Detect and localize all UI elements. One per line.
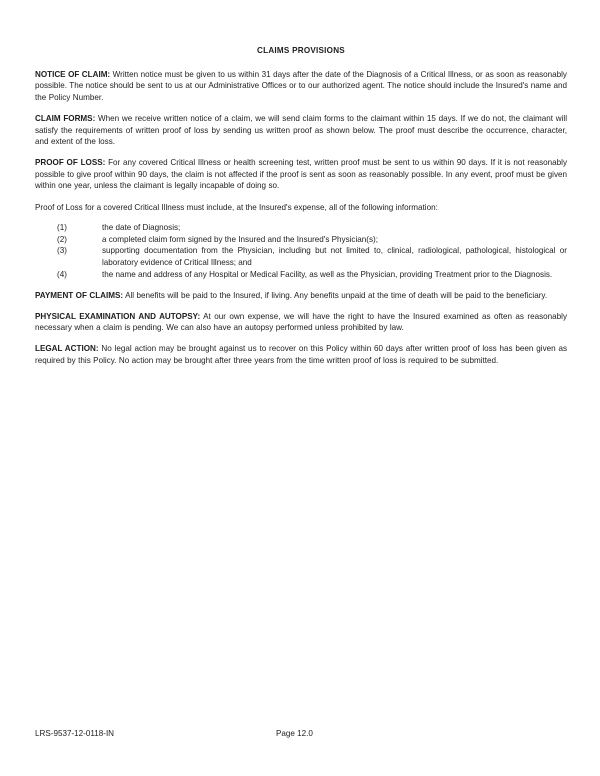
section-heading-proof-of-loss: PROOF OF LOSS: <box>35 158 106 168</box>
section-proof-of-loss <box>35 157 567 192</box>
section-heading-legal-action: LEGAL ACTION: <box>35 344 99 354</box>
list-item-text: the name and address of any Hospital or Medical Facility, as well as the Physician, providing Treatment prior to the Diagnosis. <box>102 269 553 279</box>
list-intro-text: Proof of Loss for a covered Critical Illness must include, at the Insured's expense, all of the following information: <box>35 202 438 212</box>
list-item-marker: (3) <box>57 246 67 256</box>
section-claim-forms <box>35 113 567 148</box>
list-item-text: supporting documentation from the Physician, including but not limited to, clinical, radiological, pathological, histological or laboratory evidence of Critical Illness; and <box>102 246 567 267</box>
section-text-physical-examination-and-autopsy: At our own expense, we will have the right to have the Insured examined as often as reasonably necessary when a claim is pending. We can also have an autopsy performed unless prohibited by law. <box>35 311 568 333</box>
footer-page-number: Page 12.0 <box>276 729 313 738</box>
list-item-text: the date of Diagnosis; <box>102 223 181 233</box>
section-heading-notice-of-claim: NOTICE OF CLAIM: <box>35 69 111 79</box>
section-legal-action <box>35 343 567 366</box>
page-footer <box>35 728 567 742</box>
section-text-proof-of-loss: For any covered Critical Illness or health screening test, written proof must be sent to us within 90 days. If it is not reasonably possible to give proof within 90 days, the claim is not affected if the proof is sent as soon as reasonably possible. In any event, proof must be given within one year, unless the claimant is legally incapable of doing so. <box>35 158 567 191</box>
document-body <box>35 46 567 367</box>
list-item <box>57 269 567 281</box>
section-heading-claim-forms: CLAIM FORMS: <box>35 113 96 123</box>
proof-of-loss-requirements-list <box>35 222 567 280</box>
list-item-marker: (4) <box>57 269 67 279</box>
list-item <box>57 222 567 234</box>
list-item-marker: (2) <box>57 234 67 244</box>
page-title: CLAIMS PROVISIONS <box>257 46 345 55</box>
section-text-claim-forms: When we receive written notice of a claim, we will send claim forms to the claimant within 15 days. If we do not, the claimant will satisfy the requirements of written proof of loss by sending us written proof as shown below. The proof must describe the occurrence, character, and extent of the loss. <box>35 113 567 147</box>
section-text-legal-action: No legal action may be brought against us to recover on this Policy within 60 days after written proof of loss has been given as required by this Policy. No action may be brought after three years from the time written proof of loss is required to be submitted. <box>35 344 567 365</box>
list-item <box>57 245 567 268</box>
section-heading-physical-examination-and-autopsy: PHYSICAL EXAMINATION AND AUTOPSY: <box>35 311 201 321</box>
list-item-marker: (1) <box>57 223 67 233</box>
section-text-notice-of-claim: Written notice must be given to us within 31 days after the date of the Diagnosis of a Critical Illness, or as soon as reasonably possible. The notice should be sent to us at our Administrative Offices or to our authorized agent. The notice should include the Insured's name and the Policy Number. <box>35 69 567 102</box>
section-payment-of-claims <box>35 290 567 302</box>
list-item <box>57 234 567 246</box>
list-item-text: a completed claim form signed by the Insured and the Insured's Physician(s); <box>102 234 378 244</box>
footer-form-number: LRS-9537-12-0118-IN <box>35 729 115 738</box>
section-heading-payment-of-claims: PAYMENT OF CLAIMS: <box>35 290 124 300</box>
section-notice-of-claim <box>35 69 567 104</box>
section-text-payment-of-claims: All benefits will be paid to the Insured, if living. Any benefits unpaid at the time of death will be paid to the beneficiary. <box>125 290 548 300</box>
section-physical-examination-and-autopsy <box>35 311 567 334</box>
